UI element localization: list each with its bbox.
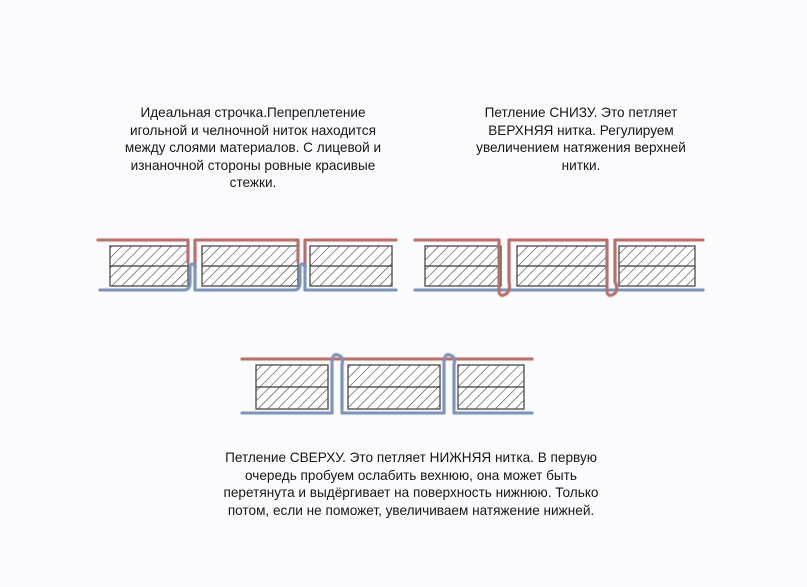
material-hatch-upper (310, 246, 392, 266)
material-hatch-lower (256, 387, 328, 409)
caption-line: ВЕРХНЯЯ нитка. Регулируем (488, 122, 674, 138)
material-hatch-upper (458, 365, 524, 387)
bottom-looping-diagram (413, 232, 709, 296)
material-hatch-lower (425, 266, 501, 286)
caption-line: изнаночной стороны ровные красивые (130, 157, 376, 173)
caption-line: стежки. (229, 175, 277, 191)
material-hatch-lower (458, 387, 524, 409)
caption-line: перетянута и выдёргивает на поверхность нижнюю. Только (223, 485, 599, 501)
caption-line: Петление СВЕРХУ. Это петляет НИЖНЯЯ нитка. В первую (225, 450, 597, 465)
caption-bottom-looping (443, 104, 719, 174)
caption-line: игольной и челночной ниток находится (130, 122, 376, 138)
material-hatch-lower (348, 387, 440, 409)
material-hatch-upper (256, 365, 328, 387)
material-hatch-upper (202, 246, 298, 266)
material-hatch-lower (202, 266, 298, 286)
caption-ideal-stitch (98, 104, 408, 192)
material-hatch-lower (517, 266, 607, 286)
caption-line: потом, если не поможет, увеличиваем натяжение нижней. (227, 502, 595, 518)
caption-line: очередь пробуем ослабить вехнюю, она может быть (245, 467, 577, 483)
material-hatch-upper (425, 246, 501, 266)
material-hatch-lower (110, 266, 188, 286)
caption-line: между слоями материалов. С лицевой и (124, 140, 382, 156)
caption-line: нитки. (561, 157, 601, 173)
material-hatch-upper (517, 246, 607, 266)
material-hatch-lower (310, 266, 392, 286)
caption-top-looping (185, 449, 637, 519)
material-hatch-upper (110, 246, 188, 266)
material-hatch-lower (619, 266, 695, 286)
caption-line: Идеальная строчка.Пепреплетение (140, 105, 366, 120)
material-hatch-upper (348, 365, 440, 387)
caption-line: увеличением натяжения верхней (476, 140, 686, 156)
ideal-stitch-diagram (96, 232, 402, 296)
material-hatch-upper (619, 246, 695, 266)
top-looping-diagram (238, 349, 538, 421)
caption-line: Петление СНИЗУ. Это петляет (484, 105, 678, 120)
